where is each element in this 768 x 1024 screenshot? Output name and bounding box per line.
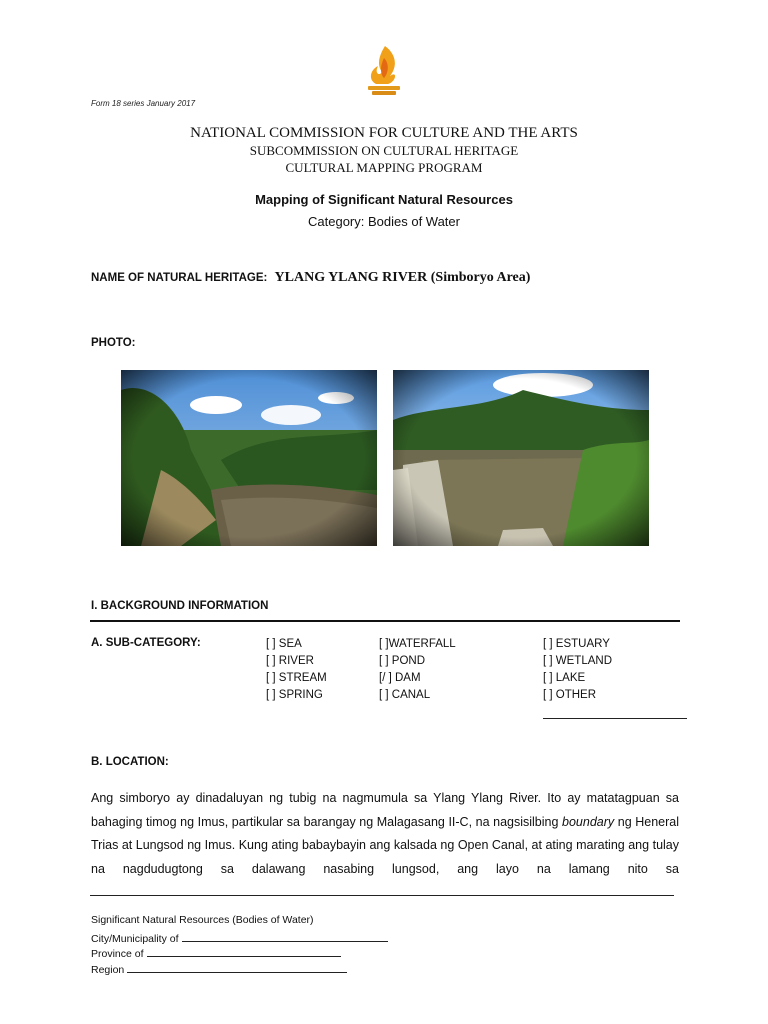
ncca-logo <box>362 44 406 100</box>
document-category: Category: Bodies of Water <box>308 214 460 229</box>
option-sea[interactable]: [ ] SEA <box>266 638 302 650</box>
river-photo-1 <box>121 370 377 546</box>
option-waterfall[interactable]: [ ]WATERFALL <box>379 638 456 650</box>
program-title: CULTURAL MAPPING PROGRAM <box>285 160 483 175</box>
option-dam[interactable]: [/ ] DAM <box>379 672 421 684</box>
option-other[interactable]: [ ] OTHER <box>543 689 597 701</box>
region-label: Region <box>91 964 125 976</box>
document-title: Mapping of Significant Natural Resources <box>255 192 513 207</box>
option-estuary[interactable]: [ ] ESTUARY <box>543 638 610 650</box>
city-label: City/Municipality of <box>91 933 179 945</box>
region-field[interactable] <box>127 962 347 973</box>
subcategory-options-col3 <box>543 636 612 704</box>
river-photo-2 <box>393 370 649 546</box>
option-pond[interactable]: [ ] POND <box>379 655 426 667</box>
option-stream[interactable]: [ ] STREAM <box>266 672 327 684</box>
location-paragraph: Ang simboryo ay dinadaluyan ng tubig na nagmumula sa Ylang Ylang River. Ito ay matatagpuan sa bahaging timog ng Imus, partikular sa barangay ng Malagasang II-C, na nagsisilbing boundary ng Heneral Trias at Lungsod ng Imus. Kung ating babaybayin ang kalsada ng Open Canal, at ating marating ang tulay na nagdudugtong sa dalawang nasabing lungsod, ang layo na lamang nito sa <box>91 791 679 876</box>
form-note: Form 18 series January 2017 <box>91 99 196 108</box>
option-wetland[interactable]: [ ] WETLAND <box>543 655 613 667</box>
heritage-name-row <box>91 270 530 286</box>
heritage-value: YLANG YLANG RIVER (Simboryo Area) <box>274 270 531 285</box>
background-info-heading: I. BACKGROUND INFORMATION <box>91 600 269 612</box>
subcommission-title: SUBCOMMISSION ON CULTURAL HERITAGE <box>249 143 519 158</box>
section-divider <box>90 620 680 622</box>
footer-region-row <box>91 962 347 976</box>
province-label: Province of <box>91 948 144 960</box>
org-title: NATIONAL COMMISSION FOR CULTURE AND THE ARTS <box>190 125 578 141</box>
province-field[interactable] <box>147 946 341 957</box>
footer-city-row <box>91 931 388 945</box>
footer-title: Significant Natural Resources (Bodies of Water) <box>91 914 314 926</box>
location-label: B. LOCATION: <box>91 756 169 768</box>
photo-label: PHOTO: <box>91 337 136 349</box>
subcategory-label: A. SUB-CATEGORY: <box>91 637 201 649</box>
option-canal[interactable]: [ ] CANAL <box>379 689 431 701</box>
city-field[interactable] <box>182 931 388 942</box>
other-specify-field[interactable] <box>543 718 687 719</box>
footer-province-row <box>91 946 341 960</box>
subcategory-options-col2 <box>379 636 456 704</box>
option-spring[interactable]: [ ] SPRING <box>266 689 323 701</box>
subcategory-options-col1 <box>266 636 327 704</box>
boundary-term: boundary <box>562 814 615 829</box>
footer-divider <box>90 895 674 896</box>
heritage-label: NAME OF NATURAL HERITAGE: <box>91 272 268 284</box>
option-river[interactable]: [ ] RIVER <box>266 655 314 667</box>
option-lake[interactable]: [ ] LAKE <box>543 672 586 684</box>
